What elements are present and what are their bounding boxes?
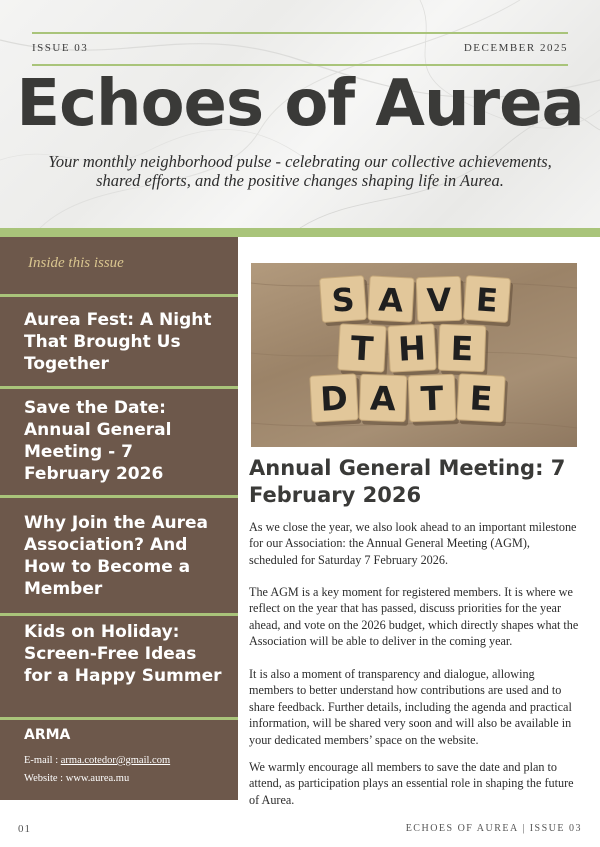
website-link[interactable]: www.aurea.mu xyxy=(65,773,130,784)
issue-date: DECEMBER 2025 xyxy=(463,42,568,54)
sidebar-divider xyxy=(0,294,238,297)
article-paragraph: The AGM is a key moment for registered members. It is where we reflect on the year that has passed, discuss priorities for the year ahead, and vote on the 2026 budget, which directly shapes what the Association will be able to deliver in the coming year. xyxy=(249,585,579,649)
sidebar-divider xyxy=(0,613,238,616)
header-divider xyxy=(0,228,600,237)
letter-block-label: T xyxy=(349,328,375,369)
newsletter-subtitle: Your monthly neighborhood pulse - celebrating our collective achievements, shared efforts, and the positive changes shaping life in Aurea. xyxy=(48,152,552,190)
sidebar-item-join-association[interactable]: Why Join the Aurea Association? And How to Become a Member xyxy=(24,513,209,599)
sidebar-item-aurea-fest[interactable]: Aurea Fest: A Night That Brought Us Together xyxy=(24,310,212,374)
letter-block-label: S xyxy=(330,282,356,320)
website-line xyxy=(24,773,129,784)
top-rule xyxy=(32,32,568,34)
sidebar-divider xyxy=(0,717,238,720)
sidebar-item-kids-on-holiday[interactable]: Kids on Holiday: Screen-Free Ideas for a Happy Summer xyxy=(24,622,222,686)
letter-block-label: V xyxy=(426,282,452,320)
letter-block xyxy=(388,324,440,376)
email-link[interactable]: arma.cotedor@gmail.com xyxy=(60,755,171,766)
letter-block xyxy=(359,374,410,426)
letter-block-label: H xyxy=(397,328,427,369)
letter-block xyxy=(438,324,489,376)
letter-block-label: E xyxy=(468,378,494,419)
letter-block xyxy=(368,276,417,326)
letter-block xyxy=(310,374,362,426)
article-title: Annual General Meeting: 7 February 2026 xyxy=(249,456,566,507)
article-paragraph: It is also a moment of transparency and dialogue, allowing members to better understand how contributions are used and to share feedback. Further details, including the agenda and practical information, will be shared very soon and will also be available in your dedicated members’ space on the website. xyxy=(249,667,572,747)
letter-block-label: D xyxy=(319,378,349,419)
letter-block xyxy=(408,374,459,426)
website-label: Website : xyxy=(24,773,66,784)
article-paragraph: As we close the year, we also look ahead to an important milestone for our Association: the Annual General Meeting (AGM), scheduled for Saturday 7 February 2026. xyxy=(249,520,577,567)
newsletter-header xyxy=(0,0,600,228)
letter-block xyxy=(463,276,513,327)
email-line xyxy=(24,755,170,766)
page-number: 01 xyxy=(18,823,31,835)
article-paragraph: We warmly encourage all members to save the date and plan to attend, as participation plays an essential role in shaping the future of Aurea. xyxy=(249,760,574,807)
letter-block xyxy=(457,374,509,426)
issue-number: ISSUE 03 xyxy=(32,42,89,54)
email-label: E-mail : xyxy=(24,755,61,766)
letter-block-label: A xyxy=(369,378,397,419)
letter-block xyxy=(320,275,370,326)
letter-block xyxy=(338,324,390,376)
sidebar-divider xyxy=(0,386,238,389)
sidebar-divider xyxy=(0,495,238,498)
newsletter-title: Echoes of Aurea xyxy=(16,67,584,141)
letter-block-label: E xyxy=(474,282,499,320)
sidebar-item-save-the-date[interactable]: Save the Date: Annual General Meeting - 7 February 2026 xyxy=(24,398,172,484)
letter-block-label: E xyxy=(449,328,474,369)
footer-issue-label: ECHOES OF AUREA | ISSUE 03 xyxy=(405,823,582,834)
save-the-date-photo xyxy=(251,263,577,447)
letter-block-label: A xyxy=(377,282,405,320)
organization-name: ARMA xyxy=(24,727,71,743)
sidebar xyxy=(0,237,238,800)
letter-blocks-illustration xyxy=(251,263,577,447)
sidebar-heading: Inside this issue xyxy=(28,255,124,271)
letter-block xyxy=(416,276,465,326)
letter-block-label: T xyxy=(420,378,444,419)
